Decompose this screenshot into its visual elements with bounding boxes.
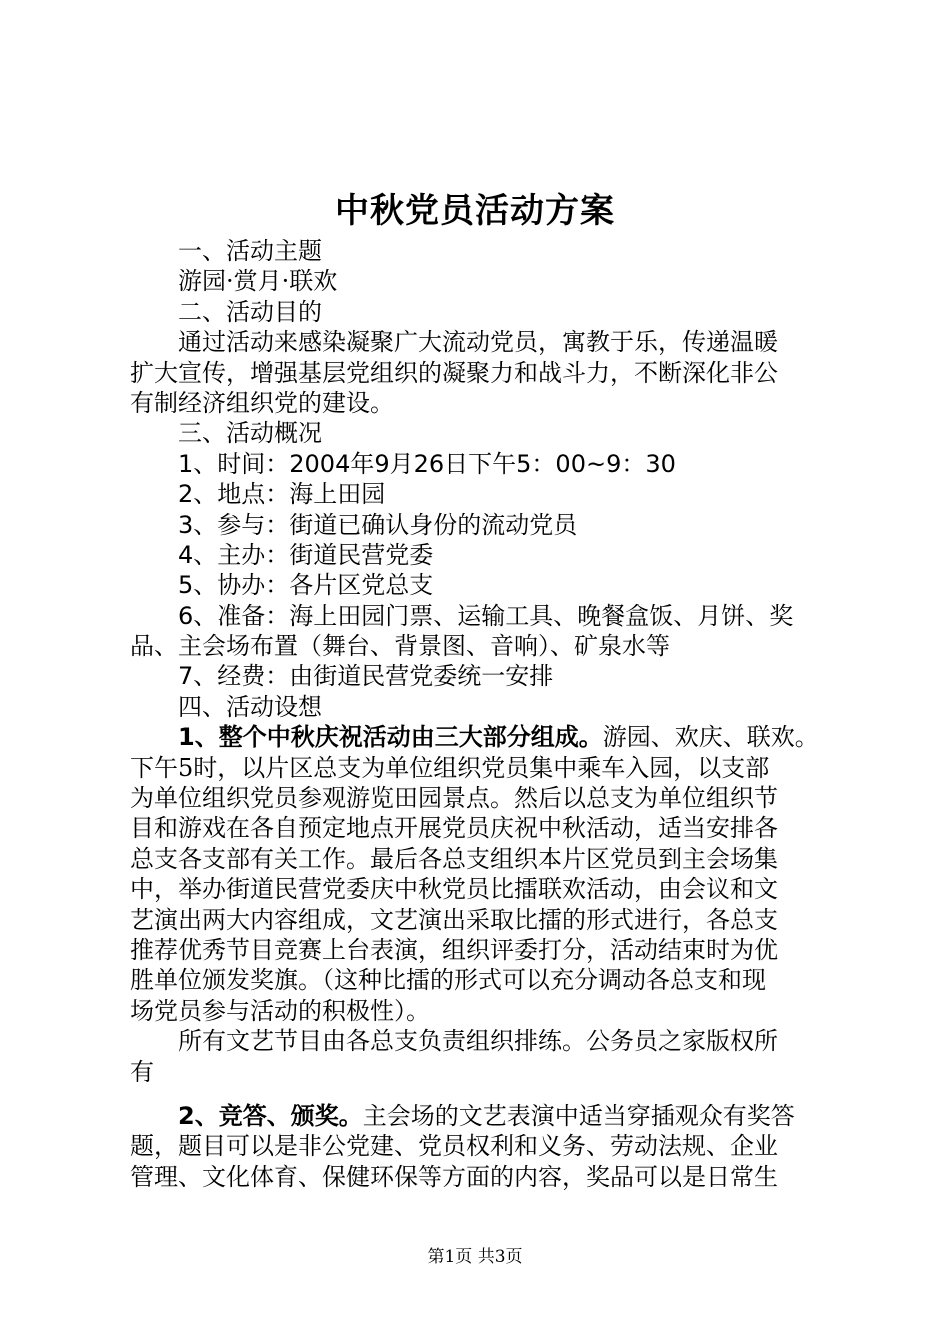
paragraph-line (130, 1101, 830, 1131)
paragraph-text: 游园、欢庆、联欢。 (602, 723, 819, 752)
paragraph-gap (130, 1087, 830, 1101)
paragraph-line: 扩大宣传，增强基层党组织的凝聚力和战斗力，不断深化非公 (130, 358, 778, 387)
paragraph-line: 题，题目可以是非公党建、党员权利和义务、劳动法规、企业 (130, 1132, 778, 1161)
paragraph-line: 所有文艺节目由各总支负责组织排练。公务员之家版权所 (178, 1027, 778, 1056)
document-body (130, 236, 830, 1192)
paragraph-line: 胜单位颁发奖旗。（这种比擂的形式可以充分调动各总支和现 (130, 966, 766, 995)
section-heading: 二、活动目的 (178, 297, 322, 326)
section-heading: 一、活动主题 (178, 237, 322, 265)
list-item: 2、地点：海上田园 (178, 480, 386, 509)
paragraph-line: 为单位组织党员参观游览田园景点。然后以总支为单位组织节 (130, 784, 778, 813)
section-heading: 三、活动概况 (178, 419, 322, 448)
list-item: 5、协办：各片区党总支 (178, 571, 434, 600)
list-item: 6、准备：海上田园门票、运输工具、晚餐盒饭、月饼、奖 (178, 601, 794, 630)
paragraph-line: 中，举办街道民营党委庆中秋党员比擂联欢活动，由会议和文 (130, 875, 778, 904)
section-heading: 四、活动设想 (178, 692, 322, 721)
paragraph-line: 游园·赏月·联欢 (178, 267, 338, 296)
document-title: 中秋党员活动方案 (335, 191, 615, 231)
paragraph-line: 有 (130, 1057, 154, 1086)
paragraph-line: 推荐优秀节目竞赛上台表演，组织评委打分，活动结束时为优 (130, 935, 778, 964)
paragraph-lead: 2、竞答、颁奖。 (178, 1101, 363, 1130)
paragraph-text: 主会场的文艺表演中适当穿插观众有奖答 (362, 1101, 795, 1130)
paragraph-line: 艺演出两大内容组成，文艺演出采取比擂的形式进行，各总支 (130, 905, 778, 934)
paragraph-line: 管理、文化体育、保健环保等方面的内容，奖品可以是日常生 (130, 1162, 778, 1191)
paragraph-line (130, 722, 830, 752)
list-item-continued: 品、主会场布置（舞台、背景图、音响）、矿泉水等 (130, 632, 670, 661)
list-item: 7、经费：由街道民营党委统一安排 (178, 662, 554, 691)
list-item: 3、参与：街道已确认身份的流动党员 (178, 510, 578, 539)
paragraph-line: 目和游戏在各自预定地点开展党员庆祝中秋活动，适当安排各 (130, 814, 778, 843)
paragraph-line: 场党员参与活动的积极性）。 (130, 996, 430, 1025)
list-item: 1、时间：2004年9月26日下午5：00~9：30 (178, 449, 676, 478)
paragraph-line: 通过活动来感染凝聚广大流动党员，寓教于乐，传递温暖 (178, 328, 778, 357)
paragraph-line: 有制经济组织党的建设。 (130, 388, 394, 417)
paragraph-line: 下午5时，以片区总支为单位组织党员集中乘车入园，以支部 (130, 753, 770, 782)
paragraph-lead: 1、整个中秋庆祝活动由三大部分组成。 (178, 723, 603, 752)
page-footer: 第1页 共3页 (427, 1247, 523, 1267)
paragraph-line: 总支各支部有关工作。最后各总支组织本片区党员到主会场集 (130, 844, 778, 873)
list-item: 4、主办：街道民营党委 (178, 540, 434, 569)
